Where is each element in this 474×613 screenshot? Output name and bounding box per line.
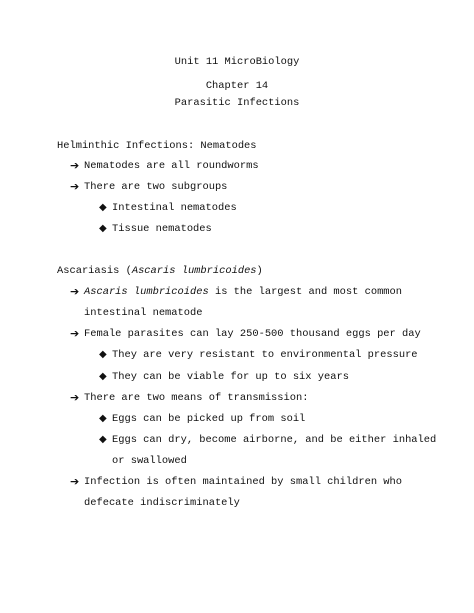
bullet-transmission: There are two means of transmission: <box>84 392 309 404</box>
right-arrow-icon: ➔ <box>70 391 80 404</box>
diamond-icon: ◆ <box>99 413 107 424</box>
bullet-two-subgroups: There are two subgroups <box>84 181 228 193</box>
subbullet-viable: They can be viable for up to six years <box>112 371 349 383</box>
right-arrow-icon: ➔ <box>70 327 80 340</box>
subbullet-tissue: Tissue nematodes <box>112 223 212 235</box>
unit-title: Unit 11 MicroBiology <box>174 56 300 68</box>
subbullet-airborne-cont: or swallowed <box>112 455 187 467</box>
diamond-icon: ◆ <box>99 371 107 382</box>
right-arrow-icon: ➔ <box>70 180 80 193</box>
chapter-title: Chapter 14 <box>205 80 269 92</box>
diamond-icon: ◆ <box>99 223 107 234</box>
right-arrow-icon: ➔ <box>70 475 80 488</box>
page-title: Parasitic Infections <box>174 97 300 109</box>
subbullet-intestinal: Intestinal nematodes <box>112 202 237 214</box>
bullet-nematodes-roundworms: Nematodes are all roundworms <box>84 160 259 172</box>
diamond-icon: ◆ <box>99 434 107 445</box>
bullet-female-eggs: Female parasites can lay 250-500 thousand eggs per day <box>84 328 421 340</box>
diamond-icon: ◆ <box>99 349 107 360</box>
bullet-infection-children-cont: defecate indiscriminately <box>84 497 240 509</box>
section-heading-ascariasis: Ascariasis (Ascaris lumbricoides) <box>57 265 263 277</box>
subbullet-resistant: They are very resistant to environmental pressure <box>112 349 418 361</box>
bullet-ascaris-largest-cont: intestinal nematode <box>84 307 203 319</box>
bullet-infection-children: Infection is often maintained by small children who <box>84 476 403 488</box>
section-heading-helminthic: Helminthic Infections: Nematodes <box>57 140 257 152</box>
subbullet-soil: Eggs can be picked up from soil <box>112 413 306 425</box>
right-arrow-icon: ➔ <box>70 159 80 172</box>
diamond-icon: ◆ <box>99 202 107 213</box>
subbullet-airborne: Eggs can dry, become airborne, and be either inhaled <box>112 434 437 446</box>
right-arrow-icon: ➔ <box>70 285 80 298</box>
bullet-ascaris-largest: Ascaris lumbricoides is the largest and most common <box>84 286 403 298</box>
